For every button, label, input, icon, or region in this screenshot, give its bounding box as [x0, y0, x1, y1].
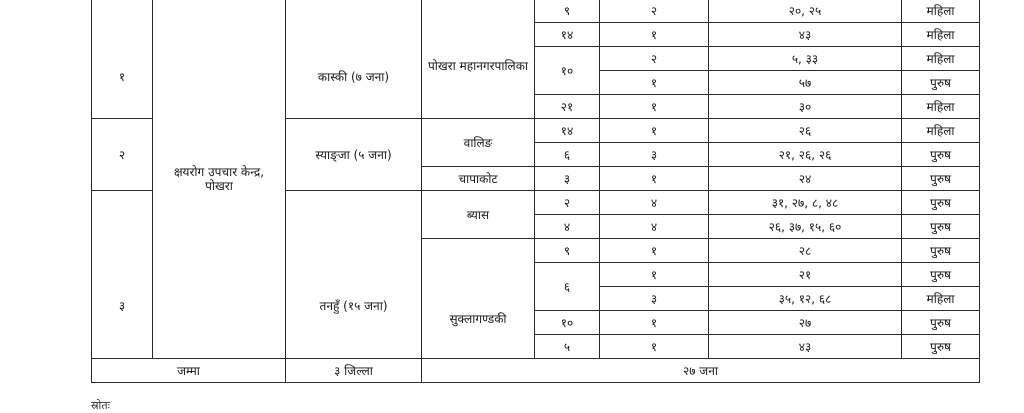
ages-cell: २६, ३७, १५, ६०	[709, 215, 902, 239]
gender-cell: महिला	[902, 47, 980, 71]
ward-cell: २	[535, 191, 600, 215]
gender-cell: पुरुष	[902, 143, 980, 167]
gender-cell: पुरुष	[902, 71, 980, 95]
ward-cell: १४	[535, 119, 600, 143]
count-cell: १	[600, 335, 709, 359]
ward-cell: ३	[535, 167, 600, 191]
district-cell: तनहुँ (१५ जना)	[286, 191, 422, 359]
ward-cell: ४	[535, 215, 600, 239]
count-cell: १	[600, 71, 709, 95]
table-row	[92, 0, 980, 23]
total-row	[92, 359, 980, 383]
ward-cell: १०	[535, 311, 600, 335]
ward-cell: १०	[535, 47, 600, 95]
gender-cell: पुरुष	[902, 215, 980, 239]
count-cell: ४	[600, 191, 709, 215]
footnote: स्रोतः	[91, 399, 110, 412]
sn-cell: ३	[92, 191, 153, 359]
count-cell: १	[600, 263, 709, 287]
gender-cell: महिला	[902, 287, 980, 311]
ages-cell: ५, ३३	[709, 47, 902, 71]
count-cell: २	[600, 47, 709, 71]
ages-cell: २८	[709, 239, 902, 263]
gender-cell: पुरुष	[902, 263, 980, 287]
gender-cell: पुरुष	[902, 311, 980, 335]
count-cell: १	[600, 311, 709, 335]
ages-cell: २७	[709, 311, 902, 335]
ward-cell: ६	[535, 263, 600, 311]
count-cell: ४	[600, 215, 709, 239]
ages-cell: ५७	[709, 71, 902, 95]
ward-cell: १४	[535, 23, 600, 47]
ages-cell: ३५, १२, ६८	[709, 287, 902, 311]
treatment-center-cell: क्षयरोग उपचार केन्द्र, पोखरा	[153, 0, 286, 359]
sn-cell: १	[92, 0, 153, 119]
ages-cell: ३०	[709, 95, 902, 119]
gender-cell: पुरुष	[902, 335, 980, 359]
municipality-cell: चापाकोट	[422, 167, 535, 191]
ward-cell: ५	[535, 335, 600, 359]
total-districts: ३ जिल्ला	[286, 359, 422, 383]
count-cell: १	[600, 167, 709, 191]
municipality-cell: पोखरा महानगरपालिका	[422, 0, 535, 119]
count-cell: १	[600, 239, 709, 263]
count-cell: ३	[600, 287, 709, 311]
ages-cell: ३१, २७, ८, ४८	[709, 191, 902, 215]
gender-cell: महिला	[902, 95, 980, 119]
ages-cell: २१	[709, 263, 902, 287]
gender-cell: पुरुष	[902, 191, 980, 215]
ward-cell: २१	[535, 95, 600, 119]
gender-cell: महिला	[902, 23, 980, 47]
gender-cell: महिला	[902, 119, 980, 143]
gender-cell: पुरुष	[902, 239, 980, 263]
count-cell: १	[600, 23, 709, 47]
district-cell: स्याङ्जा (५ जना)	[286, 119, 422, 191]
sn-cell: २	[92, 119, 153, 191]
municipality-cell: ब्यास	[422, 191, 535, 239]
ages-cell: २०, २५	[709, 0, 902, 23]
ages-cell: २६	[709, 119, 902, 143]
municipality-cell: सुक्लागण्डकी	[422, 239, 535, 359]
ages-cell: ४३	[709, 23, 902, 47]
count-cell: २	[600, 0, 709, 23]
ward-cell: ९	[535, 239, 600, 263]
count-cell: १	[600, 119, 709, 143]
ward-cell: ६	[535, 143, 600, 167]
ages-cell: ४३	[709, 335, 902, 359]
total-label: जम्मा	[92, 359, 286, 383]
count-cell: १	[600, 95, 709, 119]
district-cell: कास्की (७ जना)	[286, 0, 422, 119]
gender-cell: पुरुष	[902, 167, 980, 191]
municipality-cell: वालिङ	[422, 119, 535, 167]
count-cell: ३	[600, 143, 709, 167]
total-people: २७ जना	[422, 359, 980, 383]
gender-cell: महिला	[902, 0, 980, 23]
ward-cell: ९	[535, 0, 600, 23]
ages-cell: २४	[709, 167, 902, 191]
case-table	[91, 0, 980, 383]
ages-cell: २१, २६, २६	[709, 143, 902, 167]
